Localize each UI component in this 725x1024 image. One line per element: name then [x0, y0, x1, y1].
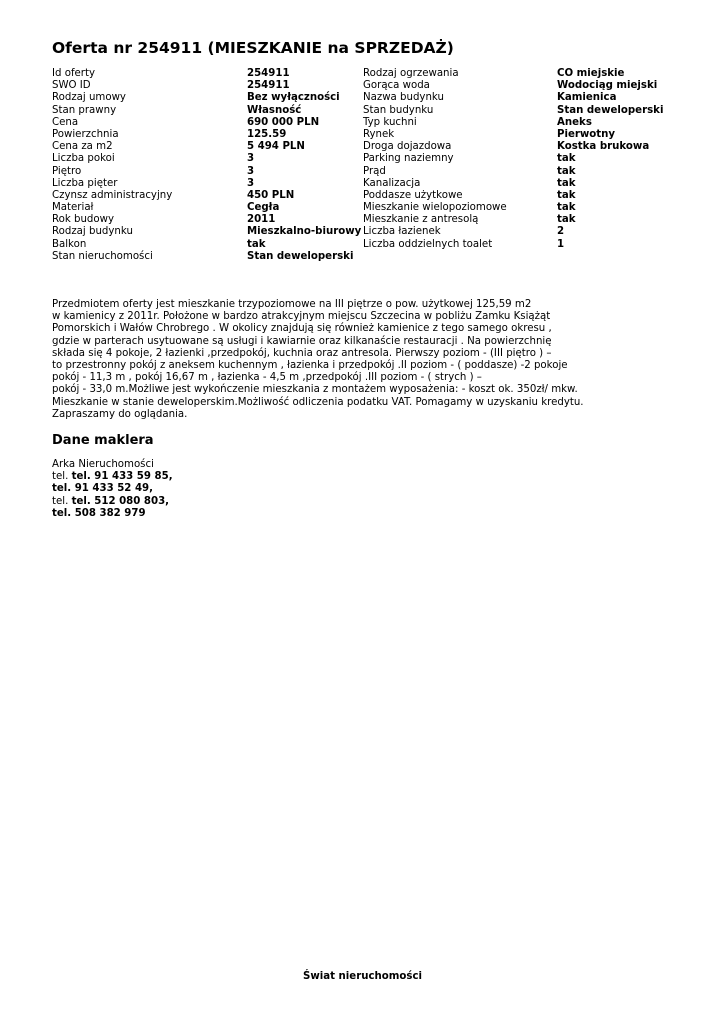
- property-value: tak: [557, 153, 576, 165]
- property-value: tak: [557, 214, 576, 226]
- property-row: [52, 178, 672, 190]
- property-value: 1: [557, 238, 565, 250]
- property-row: [52, 105, 672, 117]
- agent-phone-line: [52, 496, 173, 508]
- property-value: 254911: [247, 80, 290, 92]
- property-value: tak: [557, 165, 576, 177]
- property-row: [52, 153, 672, 165]
- footer-brand: Świat nieruchomości: [303, 971, 422, 982]
- phone-prefix: tel.: [52, 495, 72, 507]
- property-label: Id oferty: [52, 68, 96, 79]
- property-label: Rodzaj umowy: [52, 92, 126, 104]
- properties-table: [52, 68, 672, 263]
- property-label: Materiał: [52, 202, 94, 214]
- property-value: 254911: [247, 68, 290, 79]
- property-label: Droga dojazdowa: [363, 141, 452, 153]
- description-line: Przedmiotem oferty jest mieszkanie trzypoziomowe na III piętrze o pow. użytkowej 125,59 m2: [52, 299, 532, 310]
- property-label: Kanalizacja: [363, 177, 421, 189]
- property-label: Czynsz administracyjny: [52, 189, 173, 201]
- property-row: [52, 251, 672, 263]
- property-label: Stan nieruchomości: [52, 250, 153, 262]
- property-row: [52, 141, 672, 153]
- property-value: Stan deweloperski: [247, 250, 354, 262]
- property-label: Gorąca woda: [363, 80, 430, 92]
- description-line: to przestronny pokój z aneksem kuchennym , łazienka i przedpokój .II poziom - ( poddasze) -2 pokoje: [52, 360, 568, 372]
- property-label: Rodzaj budynku: [52, 226, 133, 238]
- phone-prefix: tel.: [52, 471, 72, 483]
- property-value: Własność: [247, 104, 302, 116]
- property-label: Prąd: [363, 165, 386, 177]
- property-label: Cena za m2: [52, 141, 113, 153]
- property-value: Mieszkalno-biurowy: [247, 226, 362, 238]
- property-row: [52, 117, 672, 129]
- agent-info: [52, 459, 173, 520]
- property-value: 3: [247, 177, 255, 189]
- property-value: 125.59: [247, 128, 287, 140]
- property-label: Liczba pięter: [52, 177, 118, 189]
- property-row: [52, 239, 672, 251]
- property-value: Stan deweloperski: [557, 104, 664, 116]
- property-label: Liczba oddzielnych toalet: [363, 238, 493, 250]
- property-value: 3: [247, 165, 255, 177]
- property-value: 690 000 PLN: [247, 116, 320, 128]
- property-value: Cegła: [247, 202, 280, 214]
- property-label: Rodzaj ogrzewania: [363, 68, 459, 79]
- description-line: gdzie w parterach usytuowane są usługi i kawiarnie oraz kilkanaście restauracji . Na powierzchnię: [52, 335, 552, 347]
- property-value: 3: [247, 153, 255, 165]
- description-line: składa się 4 pokoje, 2 łazienki ,przedpokój, kuchnia oraz antresola. Pierwszy poziom - (III piętro ) –: [52, 347, 552, 359]
- description-line: pokój - 33,0 m.Możliwe jest wykończenie mieszkania z montażem wyposażenia: - koszt ok. 350zł/ mkw.: [52, 384, 578, 396]
- property-label: Parking naziemny: [363, 153, 454, 165]
- property-value: 2011: [247, 214, 276, 226]
- property-label: Stan budynku: [363, 104, 434, 116]
- property-value: Aneks: [557, 116, 592, 128]
- property-label: Balkon: [52, 238, 87, 250]
- property-label: Powierzchnia: [52, 128, 119, 140]
- property-row: [52, 129, 672, 141]
- description-line: Mieszkanie w stanie deweloperskim.Możliwość odliczenia podatku VAT. Pomagamy w uzyskaniu kredytu.: [52, 396, 584, 408]
- agent-phone[interactable]: tel. 91 433 52 49,: [52, 483, 153, 495]
- agent-phone-line: [52, 471, 173, 483]
- property-label: Stan prawny: [52, 104, 117, 116]
- description-line: Zapraszamy do oglądania.: [52, 408, 188, 420]
- description-line: Pomorskich i Wałów Chrobrego . W okolicy znajdują się również kamienice z tego samego okresu ,: [52, 323, 552, 335]
- agent-phone-line: [52, 508, 173, 520]
- property-row: [52, 214, 672, 226]
- property-value: 5 494 PLN: [247, 141, 305, 153]
- property-row: [52, 166, 672, 178]
- property-label: Mieszkanie z antresolą: [363, 214, 479, 226]
- agent-phone[interactable]: tel. 91 433 59 85,: [71, 471, 173, 483]
- property-label: Typ kuchni: [363, 116, 417, 128]
- property-row: [52, 226, 672, 238]
- property-label: Piętro: [52, 165, 82, 177]
- property-value: tak: [557, 177, 576, 189]
- property-label: Rok budowy: [52, 214, 114, 226]
- property-value: Pierwotny: [557, 128, 616, 140]
- property-value: 2: [557, 226, 565, 238]
- description-line: pokój - 11,3 m , pokój 16,67 m , łazienka - 4,5 m ,przedpokój .III poziom - ( strych ) –: [52, 372, 482, 384]
- property-row: [52, 92, 672, 104]
- offer-description: [52, 299, 612, 421]
- property-row: [52, 190, 672, 202]
- property-label: Nazwa budynku: [363, 92, 444, 104]
- property-value: 450 PLN: [247, 189, 295, 201]
- property-label: SWO ID: [52, 80, 91, 92]
- agent-company: Arka Nieruchomości: [52, 459, 154, 470]
- property-label: Cena: [52, 116, 79, 128]
- agent-phone[interactable]: tel. 512 080 803,: [71, 495, 170, 507]
- agent-phone[interactable]: tel. 508 382 979: [52, 507, 146, 519]
- property-value: Kamienica: [557, 92, 617, 104]
- agent-phone-line: [52, 483, 173, 495]
- property-value: tak: [247, 238, 266, 250]
- property-row: [52, 68, 672, 80]
- property-label: Rynek: [363, 128, 395, 140]
- property-value: CO miejskie: [557, 68, 625, 79]
- property-value: Kostka brukowa: [557, 141, 650, 153]
- property-label: Liczba pokoi: [52, 153, 115, 165]
- description-line: w kamienicy z 2011r. Położone w bardzo atrakcyjnym miejscu Szczecina w pobliżu Zamku Książąt: [52, 311, 551, 323]
- property-label: Liczba łazienek: [363, 226, 441, 238]
- property-label: Mieszkanie wielopoziomowe: [363, 202, 507, 214]
- property-value: tak: [557, 189, 576, 201]
- property-value: tak: [557, 202, 576, 214]
- agent-heading: Dane maklera: [52, 433, 154, 448]
- property-value: Bez wyłączności: [247, 92, 340, 104]
- property-value: Wodociąg miejski: [557, 80, 658, 92]
- property-row: [52, 202, 672, 214]
- property-row: [52, 80, 672, 92]
- offer-title: Oferta nr 254911 (MIESZKANIE na SPRZEDAŻ): [52, 39, 454, 57]
- property-label: Poddasze użytkowe: [363, 189, 463, 201]
